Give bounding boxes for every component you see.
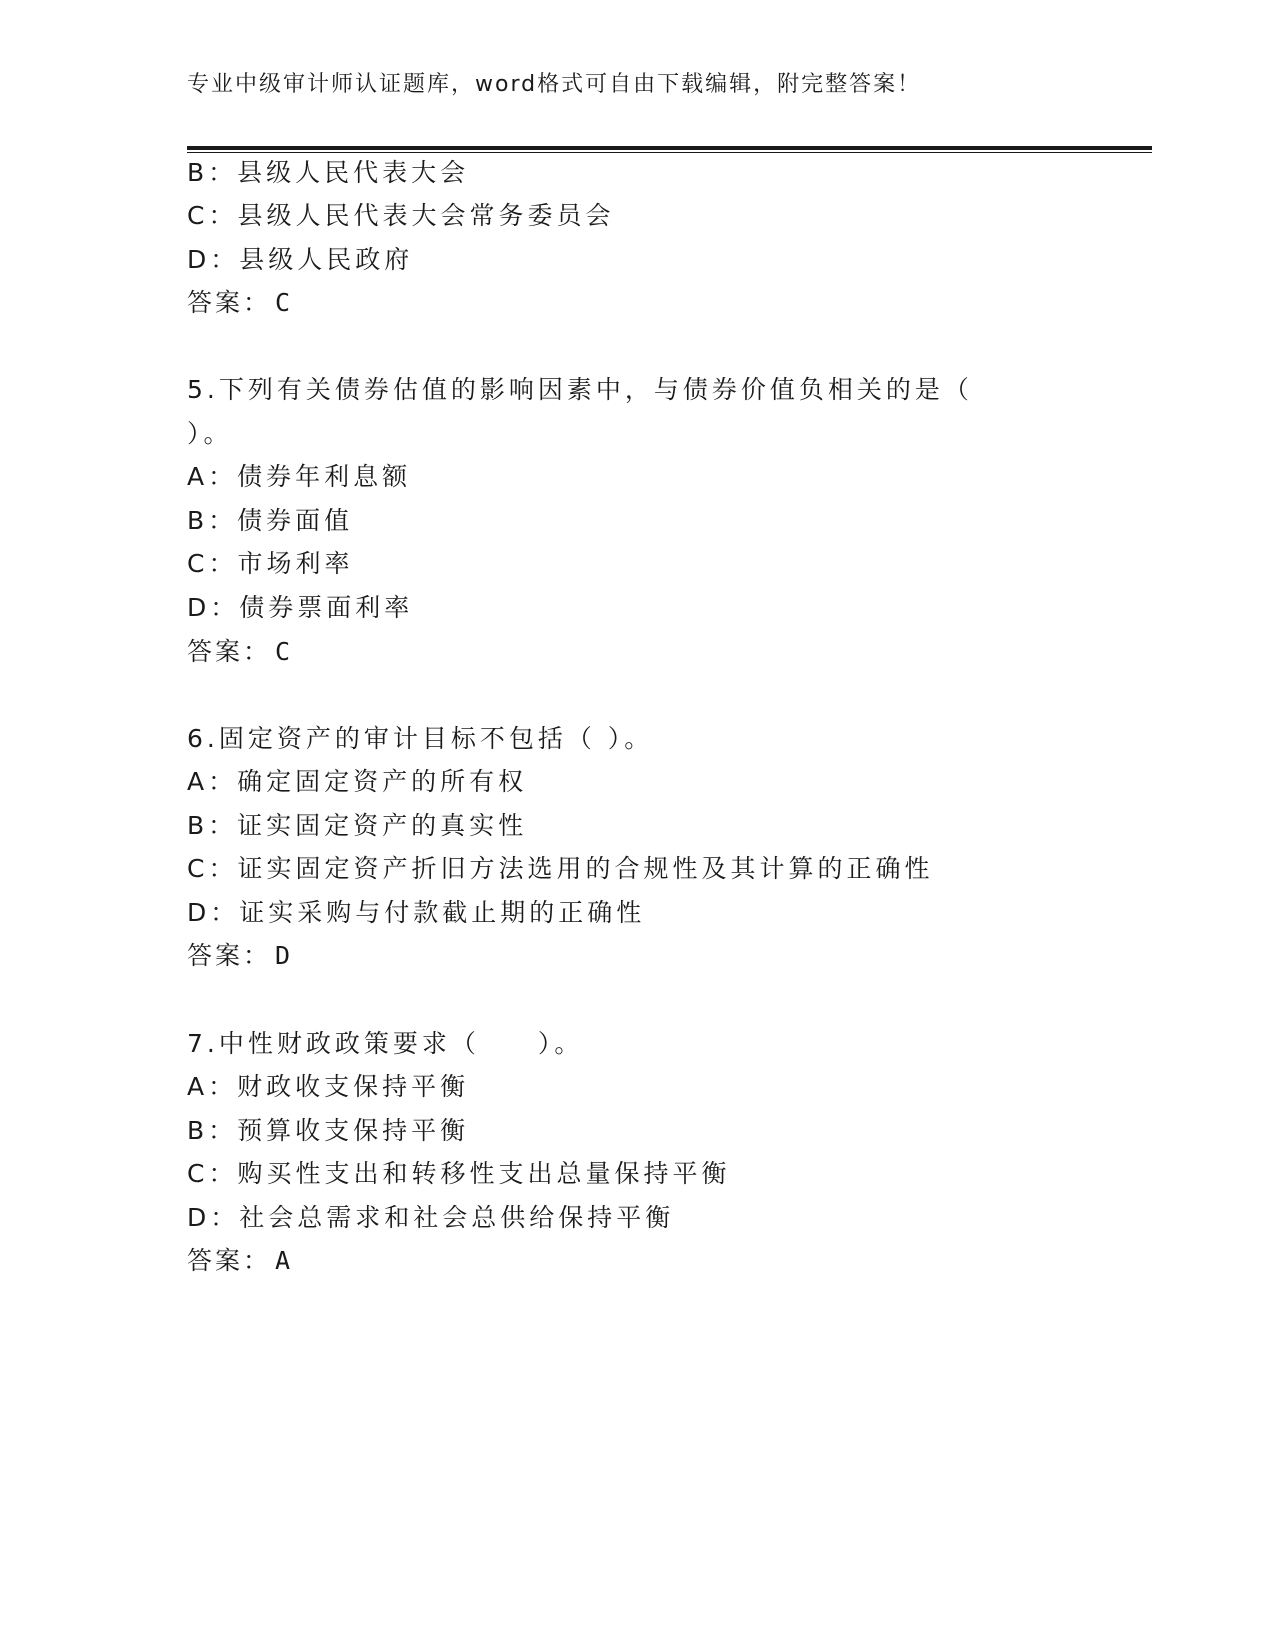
q4-answer (187, 290, 293, 315)
header-rule-thick (187, 146, 1152, 150)
q7-option-c: C：购买性支出和转移性支出总量保持平衡 (187, 1159, 731, 1188)
q5-answer-label: 答案： (187, 637, 272, 666)
q5-answer (187, 639, 293, 664)
q4-option-b: B：县级人民代表大会 (187, 158, 470, 187)
q6-option-c: C：证实固定资产折旧方法选用的合规性及其计算的正确性 (187, 854, 934, 883)
q7-answer (187, 1248, 293, 1273)
q5-option-c: C：市场利率 (187, 549, 354, 578)
page-header: 专业中级审计师认证题库，word格式可自由下载编辑，附完整答案！ (187, 72, 922, 97)
q5-question-line2: ）。 (187, 419, 233, 448)
q7-option-b: B：预算收支保持平衡 (187, 1116, 470, 1145)
q6-answer-value: D (275, 941, 294, 970)
q6-option-a: A：确定固定资产的所有权 (187, 767, 528, 796)
q7-option-a: A：财政收支保持平衡 (187, 1072, 470, 1101)
q6-answer-label: 答案： (187, 941, 272, 970)
q6-option-b: B：证实固定资产的真实性 (187, 811, 528, 840)
header-rule-thin (187, 152, 1152, 153)
q5-option-b: B：债券面值 (187, 506, 354, 535)
q6-question: 6.固定资产的审计目标不包括（ ）。 (187, 724, 654, 753)
q5-option-d: D：债券票面利率 (187, 593, 414, 622)
q7-answer-value: A (275, 1246, 294, 1275)
q4-option-c: C：县级人民代表大会常务委员会 (187, 201, 615, 230)
q6-option-d: D：证实采购与付款截止期的正确性 (187, 898, 646, 927)
q4-option-d: D：县级人民政府 (187, 245, 414, 274)
q7-question: 7.中性财政政策要求（ ）。 (187, 1029, 584, 1058)
q5-question-line1: 5.下列有关债券估值的影响因素中，与债券价值负相关的是（ (187, 375, 973, 404)
q6-answer (187, 943, 293, 968)
q5-answer-value: C (275, 637, 294, 666)
q7-option-d: D：社会总需求和社会总供给保持平衡 (187, 1203, 675, 1232)
q4-answer-value: C (275, 288, 294, 317)
q7-answer-label: 答案： (187, 1246, 272, 1275)
q5-option-a: A：债券年利息额 (187, 462, 412, 491)
q4-answer-label: 答案： (187, 288, 272, 317)
